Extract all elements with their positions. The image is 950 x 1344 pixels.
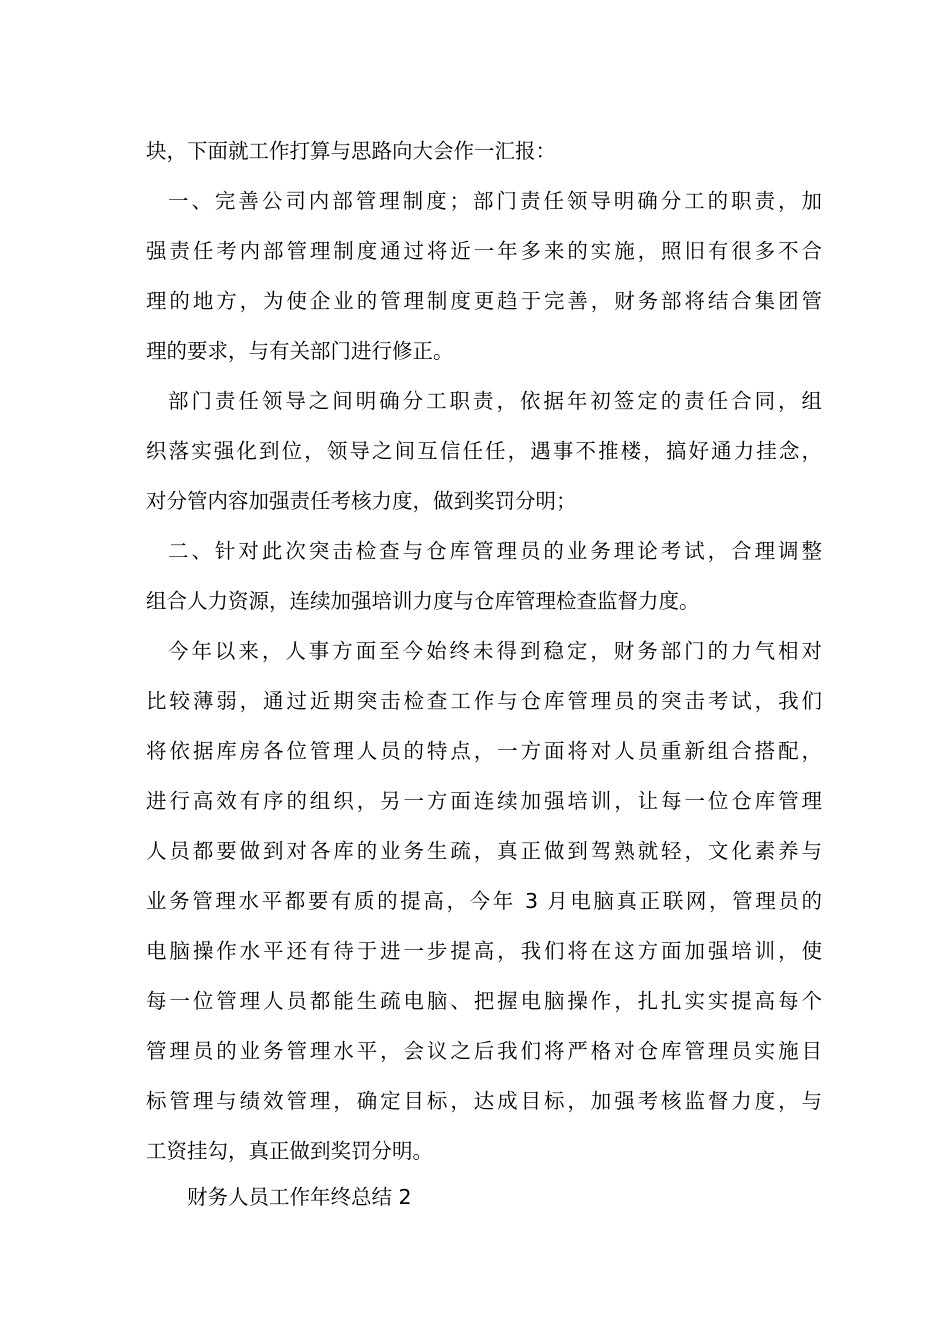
text-line: 电脑操作水平还有待于进一步提高，我们将在这方面加强培训，使 — [146, 939, 822, 963]
text-line: 标管理与绩效管理，确定目标，达成目标，加强考核监督力度，与 — [146, 1089, 822, 1113]
text-line: 织落实强化到位，领导之间互信任任，遇事不推楼，搞好通力挂念， — [146, 439, 822, 463]
text-line: 部门责任领导之间明确分工职责，依据年初签定的责任合同，组 — [168, 389, 822, 413]
text-line: 组合人力资源，连续加强培训力度与仓库管理检查监督力度。 — [146, 589, 700, 613]
text-line: 理的要求，与有关部门进行修正。 — [146, 339, 454, 363]
body-text — [146, 126, 822, 1176]
text-line: 一、完善公司内部管理制度；部门责任领导明确分工的职责，加 — [168, 189, 822, 213]
text-line: 比较薄弱，通过近期突击检查工作与仓库管理员的突击考试，我们 — [146, 689, 822, 713]
text-line: 进行高效有序的组织，另一方面连续加强培训，让每一位仓库管理 — [146, 789, 822, 813]
text-line: 块，下面就工作打算与思路向大会作一汇报： — [146, 139, 556, 163]
text-line: 每一位管理人员都能生疏电脑、把握电脑操作，扎扎实实提高每个 — [146, 989, 822, 1013]
text-line: 人员都要做到对各库的业务生疏，真正做到驾熟就轻，文化素养与 — [146, 839, 822, 863]
text-line: 今年以来，人事方面至今始终未得到稳定，财务部门的力气相对 — [168, 639, 822, 663]
text-line: 强责任考内部管理制度通过将近一年多来的实施，照旧有很多不合 — [146, 239, 822, 263]
text-line: 理的地方，为使企业的管理制度更趋于完善，财务部将结合集团管 — [146, 289, 822, 313]
text-line: 将依据库房各位管理人员的特点，一方面将对人员重新组合搭配， — [146, 739, 822, 763]
text-line: 管理员的业务管理水平，会议之后我们将严格对仓库管理员实施目 — [146, 1039, 822, 1063]
text-line: 业务管理水平都要有质的提高，今年 3 月电脑真正联网，管理员的 — [146, 889, 822, 913]
text-line: 工资挂勾，真正做到奖罚分明。 — [146, 1139, 433, 1163]
text-line: 对分管内容加强责任考核力度，做到奖罚分明； — [146, 489, 577, 513]
section-heading: 财务人员工作年终总结 2 — [187, 1185, 412, 1209]
text-line: 二、针对此次突击检查与仓库管理员的业务理论考试，合理调整 — [168, 539, 822, 563]
